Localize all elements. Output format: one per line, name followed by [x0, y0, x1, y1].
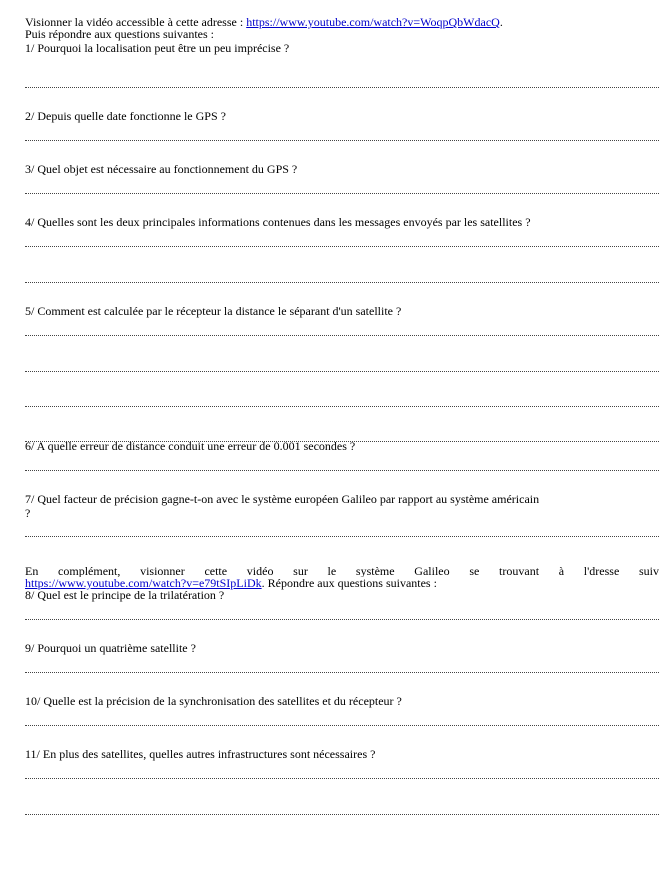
- answer-line[interactable]: [25, 246, 659, 248]
- answer-line[interactable]: [25, 335, 659, 337]
- answer-line[interactable]: [25, 672, 659, 674]
- intro-suffix: .: [499, 15, 503, 29]
- question-11: 11/ En plus des satellites, quelles autres infrastructures sont nécessaires ?: [25, 747, 376, 761]
- question-4: 4/ Quelles sont les deux principales informations contenues dans les messages envoyés par les satellites ?: [25, 215, 531, 229]
- question-1: 1/ Pourquoi la localisation peut être un peu imprécise ?: [25, 41, 290, 55]
- answer-line[interactable]: [25, 193, 659, 195]
- answer-line[interactable]: [25, 814, 659, 816]
- answer-line[interactable]: [25, 470, 659, 472]
- answer-line[interactable]: [25, 282, 659, 284]
- complement-instruction: . Répondre aux questions suivantes :: [261, 576, 437, 590]
- intro-instruction: Puis répondre aux questions suivantes :: [25, 27, 214, 41]
- intro-prefix: Visionner la vidéo accessible à cette adresse :: [25, 15, 247, 29]
- answer-line[interactable]: [25, 406, 659, 408]
- video-link-2[interactable]: https://www.youtube.com/watch?v=e79tSIpLiDk: [25, 576, 262, 590]
- question-7-line-2: ?: [25, 506, 31, 520]
- video-link-1[interactable]: https://www.youtube.com/watch?v=WoqpQbWdacQ: [246, 15, 500, 29]
- question-3: 3/ Quel objet est nécessaire au fonctionnement du GPS ?: [25, 162, 298, 176]
- answer-line[interactable]: [25, 371, 659, 373]
- answer-line[interactable]: [25, 536, 659, 538]
- question-9: 9/ Pourquoi un quatrième satellite ?: [25, 641, 196, 655]
- question-8: 8/ Quel est le principe de la trilatération ?: [25, 588, 225, 602]
- question-10: 10/ Quelle est la précision de la synchronisation des satellites et du récepteur ?: [25, 694, 402, 708]
- question-6: 6/ A quelle erreur de distance conduit une erreur de 0.001 secondes ?: [25, 439, 356, 453]
- answer-line[interactable]: [25, 619, 659, 621]
- question-7-line-1: 7/ Quel facteur de précision gagne-t-on avec le système européen Galileo par rapport au système américain: [25, 492, 540, 506]
- answer-line[interactable]: [25, 87, 659, 89]
- complement-line: En complément, visionner cette vidéo sur le système Galileo se trouvant à l'dresse suiv: [25, 565, 659, 577]
- question-2: 2/ Depuis quelle date fonctionne le GPS ?: [25, 109, 226, 123]
- answer-line[interactable]: [25, 778, 659, 780]
- answer-line[interactable]: [25, 140, 659, 142]
- answer-line[interactable]: [25, 725, 659, 727]
- question-5: 5/ Comment est calculée par le récepteur la distance le séparant d'un satellite ?: [25, 304, 402, 318]
